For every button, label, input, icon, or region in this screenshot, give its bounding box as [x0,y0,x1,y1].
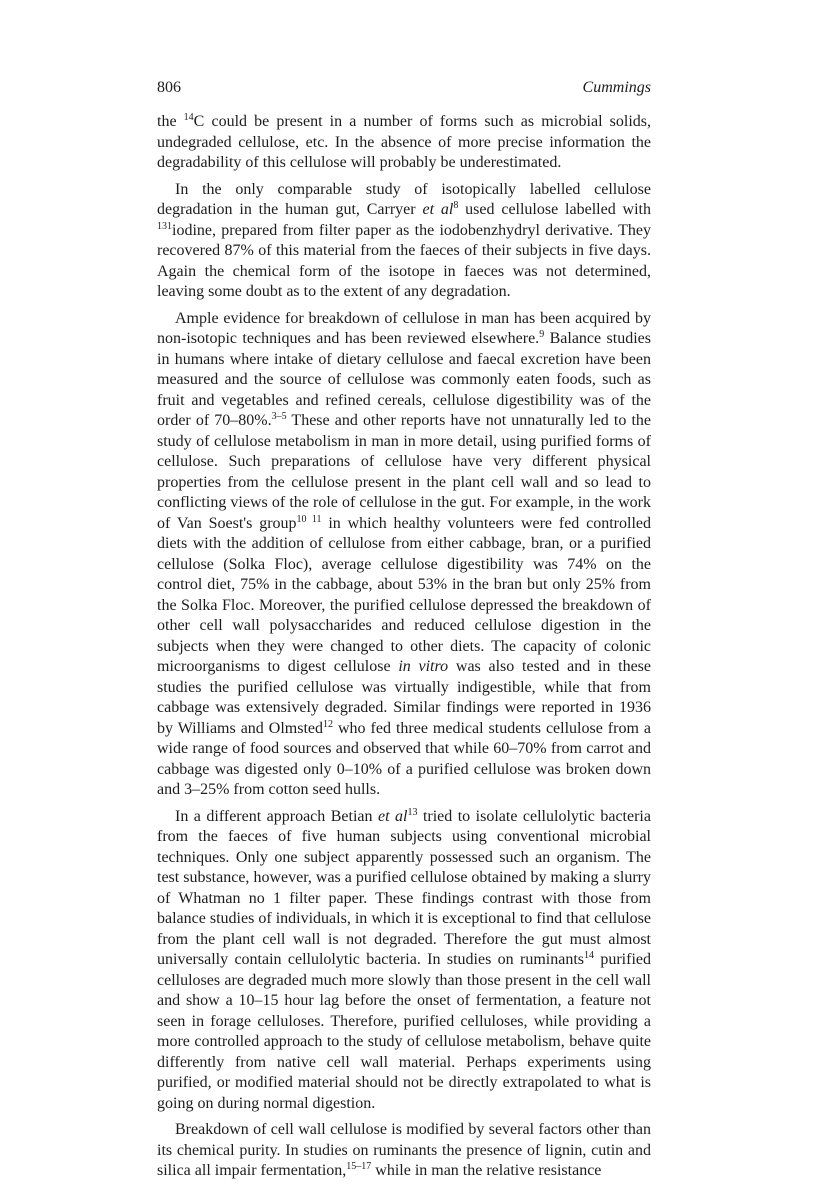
text-run: while in man the relative resistance [371,1162,602,1179]
text-run: who fed three medical students cellulose from a wide range of food sources and observed that while 60–70% from carrot and cabbage was digested only 0–10% of a purified cellulose was broken down and 3–25% from cotton seed hulls. [157,719,651,798]
paragraph-1 [157,112,651,174]
text-run: used cellulose labelled with [458,201,651,218]
citation-superscript: 10 11 [296,513,322,525]
text-run: These and other reports have not unnaturally led to the study of cellulose metabolism in man in more detail, using purified forms of cellulose. Such preparations of cellulose have very different physical properties from the cellulose present in the plant cell wall and so lead to conflicting views of the role of cellulose in the gut. For example, in the work of Van Soest's group [157,412,652,532]
text-run: iodine, prepared from filter paper as the iodobenzhydryl derivative. They recovered 87% of this material from the faeces of their subjects in five days. Again the chemical form of the isotope in faeces was not determined, leaving some doubt as to the extent of any degradation. [157,221,651,300]
citation-superscript: 8 [453,200,459,211]
citation-superscript: 13 [407,806,418,818]
article-body [157,112,651,1182]
running-head: Cummings [582,79,651,96]
text-run: In the only comparable study of isotopically labelled cellulose degradation in the human gut, Carryer [157,180,651,218]
text-run: in which healthy volunteers were fed controlled diets with the addition of cellulose from either cabbage, bran, or a purified cellulose (Solka Floc), average cellulose digestibility was 74% on the control diet, 75% in the cabbage, about 53% in the bran but only 25% from the Solka Floc. Moreover, the purified cellulose depressed the breakdown of other cell wall polysaccharides and reduced cellulose digestion in the subjects when they were changed to other diets. The capacity of colonic microorganisms to digest cellulose [157,514,651,675]
italic-text: et al [422,201,454,218]
journal-page [157,78,651,1188]
text-run: Breakdown of cell wall cellulose is modified by several factors other than its chemical purity. In studies on ruminants the presence of lignin, cutin and silica all impair fermentation, [157,1121,651,1179]
citation-superscript: 131 [157,220,172,232]
text-run: tried to isolate cellulolytic bacteria from the faeces of five human subjects using conventional microbial techniques. Only one subject apparently possessed such an organism. The test substance, however, was a purified cellulose obtained by making a slurry of Whatman no 1 filter paper. These findings contrast with those from balance studies of individuals, in which it is exceptional to find that cellulose from the plant cell wall is not degraded. Therefore the gut must almost universally contain cellulolytic bacteria. In studies on ruminants [157,807,651,968]
citation-superscript: 14 [183,112,194,123]
citation-superscript: 14 [584,950,594,961]
citation-superscript: 9 [539,329,545,340]
italic-text: in vitro [398,658,449,675]
paragraph-5 [157,1120,651,1182]
text-run: was also tested and in these studies the purified cellulose was virtually indigestible, while that from cabbage was extensively degraded. Similar findings were reported in 1936 by Williams and Olmsted [157,658,651,737]
text-run: Ample evidence for breakdown of cellulose in man has been acquired by non-isotopic techniques and has been reviewed elsewhere. [157,309,651,347]
page-header [157,78,651,102]
text-run: the [157,113,184,130]
paragraph-2 [157,180,651,303]
text-run: purified celluloses are degraded much more slowly than those present in the cell wall and show a 10–15 hour lag before the onset of fermentation, a feature not seen in forage celluloses. Therefore, purified celluloses, while providing a more controlled approach to the study of cellulose metabolism, behave quite differently from native cell wall material. Perhaps experiments using purified, or modified material should not be directly extrapolated to what is going on during normal digestion. [157,951,651,1112]
text-run: C could be present in a number of forms such as microbial solids, undegraded cellulose, etc. In the absence of more precise information the degradability of this cellulose will probably be underestimated. [157,113,651,171]
citation-superscript: 15–17 [346,1161,372,1172]
citation-superscript: 3–5 [271,411,287,422]
italic-text: et al [378,807,408,825]
text-run: Balance studies in humans where intake of dietary cellulose and faecal excretion have been measured and the source of cellulose was commonly eaten foods, such as fruit and vegetables and refined cereals, cellulose digestibility was of the order of 70–80%. [157,330,652,429]
paragraph-3 [157,309,651,801]
text-run: In a different approach Betian [175,807,378,825]
page-number: 806 [157,79,181,96]
citation-superscript: 12 [323,718,333,730]
